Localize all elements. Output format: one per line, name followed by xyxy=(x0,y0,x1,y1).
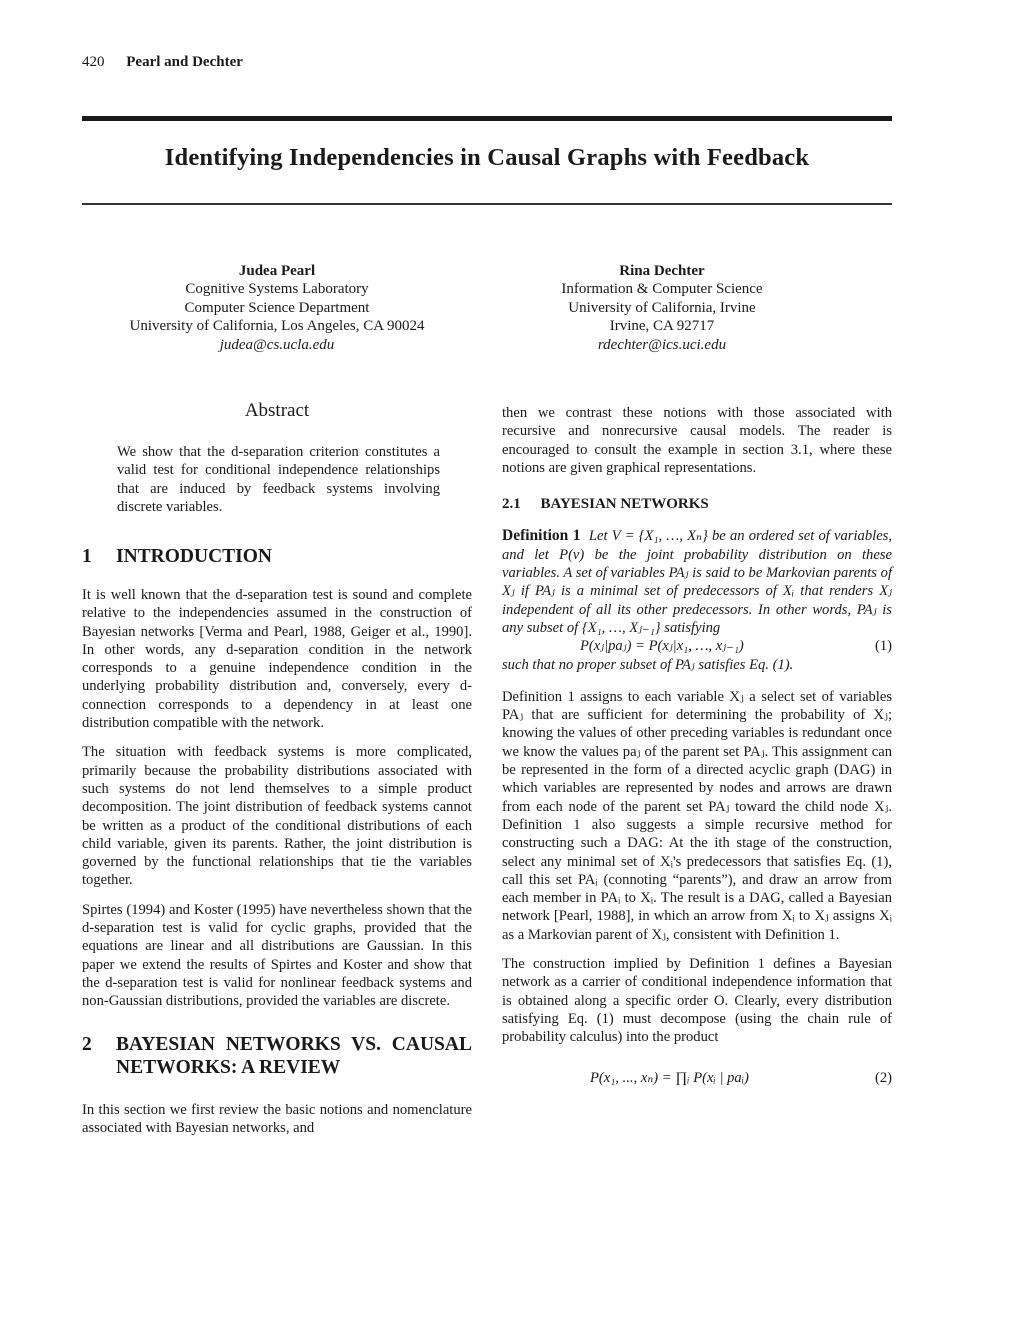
definition-label: Definition 1 xyxy=(502,527,581,545)
section-title: BAYESIAN NETWORKS VS. CAUSAL NETWORKS: A REVIEW xyxy=(116,1033,472,1078)
paragraph: The situation with feedback systems is more complicated, primarily because the probability distributions associated with such systems do not lend themselves to a simple product decomposition. The joint distribution of feedback systems cannot be written as a product of the conditional distributions of each child variable, given its parents. Rather, the joint distribution is governed by the functional relationships that tie the variables together. xyxy=(82,744,472,889)
equation-body: P(xⱼ|paⱼ) = P(xⱼ|x₁, …, xⱼ₋₁) xyxy=(580,638,744,655)
left-column xyxy=(82,545,472,1148)
section-1-heading xyxy=(82,545,472,568)
paper-title: Identifying Independencies in Causal Graphs with Feedback xyxy=(164,144,810,171)
right-column xyxy=(502,404,892,1087)
affiliation-line: University of California, Irvine xyxy=(568,299,756,316)
section-number: 1 xyxy=(82,546,92,567)
author-block-dechter xyxy=(467,262,857,354)
author-email: judea@cs.ucla.edu xyxy=(219,336,335,353)
equation-number: (2) xyxy=(874,1069,892,1086)
author-name: Judea Pearl xyxy=(238,263,316,279)
definition-tail: such that no proper subset of PAⱼ satisfies Eq. (1). xyxy=(502,656,794,673)
section-2-heading xyxy=(82,1033,472,1079)
subsection-2-1-heading xyxy=(502,495,892,513)
running-head xyxy=(82,54,243,71)
abstract-text: We show that the d-separation criterion constitutes a valid test for conditional independence relationships that are induced by feedback systems involving discrete variables. xyxy=(117,444,440,515)
definition-text: Let V = {X₁, …, Xₙ} be an ordered set of variables, and let P(v) be the joint probability distribution on these variables. A set of variables PAⱼ is said to be Markovian parents of Xⱼ if PAⱼ is a minimal set of predecessors of Xᵢ that renders Xⱼ independent of all its other predecessors. In other words, PAⱼ is any subset of {X₁, …, Xⱼ₋₁} satisfying xyxy=(502,528,892,636)
affiliation-line: Information & Computer Science xyxy=(561,281,763,298)
paragraph: then we contrast these notions with those associated with recursive and nonrecursive causal models. The reader is encouraged to consult the example in section 3.1, where these notions are given graphical representations. xyxy=(502,405,892,476)
abstract-heading: Abstract xyxy=(244,400,310,421)
running-head-authors: Pearl and Dechter xyxy=(126,54,243,70)
equation-number: (1) xyxy=(874,638,892,655)
affiliation-line: Irvine, CA 92717 xyxy=(609,318,715,335)
title-rule xyxy=(82,203,892,205)
paragraph: In this section we first review the basic notions and nomenclature associated with Bayesian networks, and xyxy=(82,1101,472,1136)
paragraph: Definition 1 assigns to each variable Xⱼ a select set of variables PAⱼ that are sufficient for determining the probability of Xⱼ; knowing the values of other preceding variables is redundant once we know the values paⱼ of the parent set PAⱼ. This assignment can be represented in the form of a directed acyclic graph (DAG) in which variables are represented by nodes and arrows are drawn from each node of the parent set PAⱼ toward the child node Xⱼ. Definition 1 also suggests a simple recursive method for constructing such a DAG: At the ith stage of the construction, select any minimal set of Xᵢ's predecessors that satisfies Eq. (1), call this set PAᵢ (connoting “parents”), and draw an arrow from each member in PAᵢ to Xᵢ. The result is a DAG, called a Bayesian network [Pearl, 1988], in which an arrow from Xᵢ to Xⱼ assigns Xᵢ as a Markovian parent of Xⱼ, consistent with Definition 1. xyxy=(502,688,892,943)
equation-body: P(x₁, ..., xₙ) = ∏ᵢ P(xᵢ | paᵢ) xyxy=(590,1069,749,1086)
author-block-pearl xyxy=(82,262,472,354)
author-name: Rina Dechter xyxy=(619,263,705,279)
subsection-title: BAYESIAN NETWORKS xyxy=(540,496,709,513)
section-title: INTRODUCTION xyxy=(116,546,273,567)
top-rule xyxy=(82,116,892,121)
author-email: rdechter@ics.uci.edu xyxy=(597,336,727,353)
affiliation-line: Cognitive Systems Laboratory xyxy=(185,281,369,298)
paragraph: Spirtes (1994) and Koster (1995) have nevertheless shown that the d-separation test is valid for cyclic graphs, provided that the equations are linear and all distributions are Gaussian. In this paper we extend the results of Spirtes and Koster and show that the d-separation test is valid for nonlinear feedback systems and non-Gaussian distributions, provided the variables are discrete. xyxy=(82,901,472,1010)
subsection-number: 2.1 xyxy=(502,496,521,513)
equation-2 xyxy=(502,1069,892,1087)
definition-1 xyxy=(502,527,892,673)
affiliation-line: University of California, Los Angeles, CA 90024 xyxy=(129,318,425,335)
section-number: 2 xyxy=(82,1033,92,1055)
affiliation-line: Computer Science Department xyxy=(184,299,370,316)
page-number: 420 xyxy=(82,54,105,70)
paragraph: It is well known that the d-separation test is sound and complete relative to the independencies assumed in the construction of Bayesian networks [Verma and Pearl, 1988, Geiger et al., 1990]. In other words, any d-separation condition in the network corresponds to a genuine independence condition in the underlying probability distribution and, conversely, every d-connection corresponds to a dependency in at least one distribution compatible with the network. xyxy=(82,587,472,732)
paragraph: The construction implied by Definition 1 defines a Bayesian network as a carrier of conditional independence information that is obtained along a specific order O. Clearly, every distribution satisfying Eq. (1) must decompose (using the chain rule of probability calculus) into the product xyxy=(502,956,892,1046)
equation-1 xyxy=(502,637,892,655)
